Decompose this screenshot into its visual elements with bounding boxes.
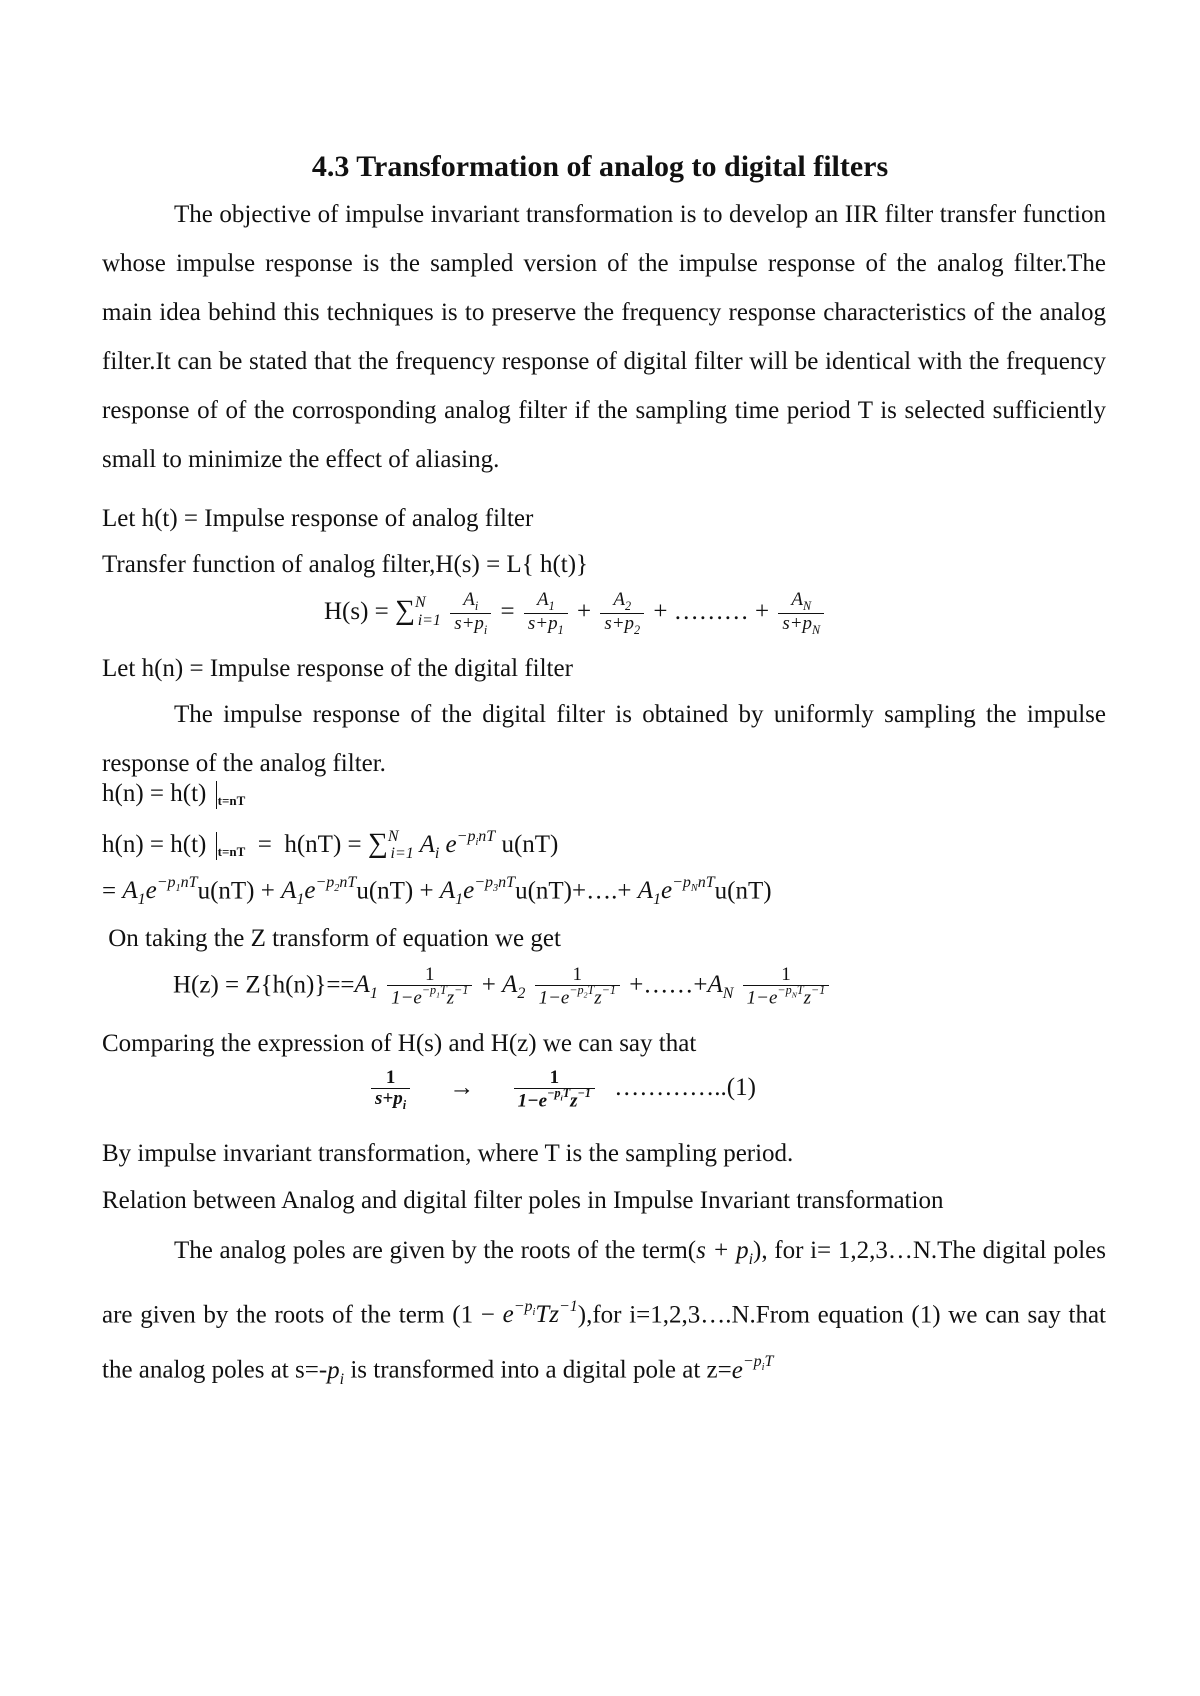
sum-upper: N — [415, 594, 426, 612]
intro-text: The objective of impulse invariant transformation is to develop an IIR filter transfer function whose impulse response is the sampled version of the impulse response of the analog filter.The main idea behind this techniques is to preserve the frequency response characteristics of the analog filter.It can be stated that the frequency response of digital filter will be identical with the frequency response of of the corrosponding analog filter if the sampling time period T is selected sufficiently small to minimize the effect of aliasing. — [102, 201, 1106, 473]
section-title: 4.3 Transformation of analog to digital filters — [311, 150, 889, 183]
let-hn-line: Let h(n) = Impulse response of the digital filter — [102, 655, 573, 682]
fraction-map-digital: $\frac{1}{1-e^{-p_iT}z^{-1}}$ — [514, 1068, 595, 1111]
fraction-hz-1: $\frac{1}{1-e^{-p_1T}z^{-1}}$ — [387, 965, 472, 1008]
poles-text-d: is transformed into a digital pole at z= — [344, 1356, 732, 1384]
transfer-function-line: Transfer function of analog filter,H(s) = L{ h(t)} — [102, 551, 589, 578]
relation-heading: Relation between Analog and digital filter poles in Impulse Invariant transformation — [102, 1187, 944, 1214]
poles-text-a: The analog poles are given by the roots of the term — [174, 1237, 688, 1264]
equation-expansion: = $A_1e^{-p_1nT}u(nT) + A_1e^{-p_2nT}u(nT)$ + $A_1e^{-p_3nT}u(nT)+\dots.+ A_1e^{-p_NnT}u(nT)$ — [102, 874, 772, 909]
eq-hz-lhs: H(z) = Z{h(n)}== — [173, 971, 355, 999]
eq-hn1-eval: t=nT — [216, 781, 246, 809]
equation-hs: H(s) = ∑$^N_{i=1}$ $\frac{A_i}{s+p_i}$ = $\frac{A_1}{s+p_1}$ + $\frac{A_2}{s+p_2}$ + ……… + $\frac{A_N}{s+p_N}$ — [324, 590, 827, 636]
sampling-paragraph — [102, 690, 1106, 788]
sampling-text: The impulse response of the digital filter is obtained by uniformly sampling the impulse response of the analog filter. — [102, 701, 1106, 777]
fraction-hz-n: $\frac{1}{1-e^{-p_NT}z^{-1}}$ — [743, 965, 830, 1008]
eq-hs-dots: ……… — [673, 597, 749, 625]
eq-hn2-tail: u(nT) — [501, 831, 559, 858]
let-ht-line: Let h(t) = Impulse response of analog filter — [102, 505, 534, 532]
equation-hn-1 — [102, 780, 245, 809]
poles-text-c: ,for i=1,2,3….N.From equation (1) we can say that the analog poles at s=- — [102, 1301, 1106, 1384]
eq-hn2-mid: = h(nT) = — [245, 831, 368, 858]
eq-hn2-eval: t=nT — [216, 832, 246, 860]
fraction-ai: $\frac{A_i}{s+p_i}$ — [450, 590, 491, 636]
by-impulse-line: By impulse invariant transformation, where T is the sampling period. — [102, 1140, 794, 1167]
intro-paragraph — [102, 190, 1106, 484]
fraction-map-analog: $\frac{1}{s+p_i}$ — [371, 1068, 410, 1111]
eq-hz-dots: +……+ — [629, 971, 708, 999]
mapping-arrow: → — [449, 1074, 475, 1102]
poles-text-b: , for i= 1,2,3…N.The digital poles are given by the roots of the term — [102, 1237, 1106, 1329]
equation-mapping — [368, 1068, 756, 1111]
fraction-an: $\frac{A_N}{s+p_N}$ — [778, 590, 824, 636]
eq-hs-lhs: H(s) = — [324, 597, 396, 625]
eq-hn1-lhs: h(n) = h(t) — [102, 780, 213, 807]
fraction-a2: $\frac{A_2}{s+p_2}$ — [600, 590, 644, 636]
eq-hn2-lhs: h(n) = h(t) — [102, 831, 213, 858]
fraction-a1: $\frac{A_1}{s+p_1}$ — [524, 590, 568, 636]
equation-hz: $H(z) = Z\{h(n)\}==A_1$ $\frac{1}{1-e^{-p_1T}z^{-1}}$ + $A_2$ $\frac{1}{1-e^{-p_2T}z^{-1}}$ $+\dots\dots+A_N$ $\frac{1}{1-e^{-p_NT}z^{-1}}$ — [173, 965, 832, 1008]
equation-hn-2: h(n) = h(t) t=nT = h(nT) = ∑$^N_{i=1}$ $A_i$ $e^{-p_inT}$ u(nT) — [102, 827, 559, 862]
equation-label: …………..(1) — [614, 1074, 756, 1102]
z-transform-intro: On taking the Z transform of equation we get — [102, 925, 561, 952]
sum-lower: i=1 — [417, 611, 441, 629]
poles-paragraph: The analog poles are given by the roots of the term(s + $p_i$), for i= 1,2,3…N.The digital poles are given by the roots of the term $(1 - e^{-p_i}Tz^{-1}),for$ i=1,2,3….N.From equation (1) we can say that the analog poles at $s=-p_i$ is transformed into a digital pole at $z=e^{-p_iT}$ — [102, 1237, 1106, 1388]
comparing-line: Comparing the expression of H(s) and H(z) we can say that — [102, 1030, 697, 1057]
fraction-hz-2: $\frac{1}{1-e^{-p_2T}z^{-1}}$ — [535, 965, 620, 1008]
